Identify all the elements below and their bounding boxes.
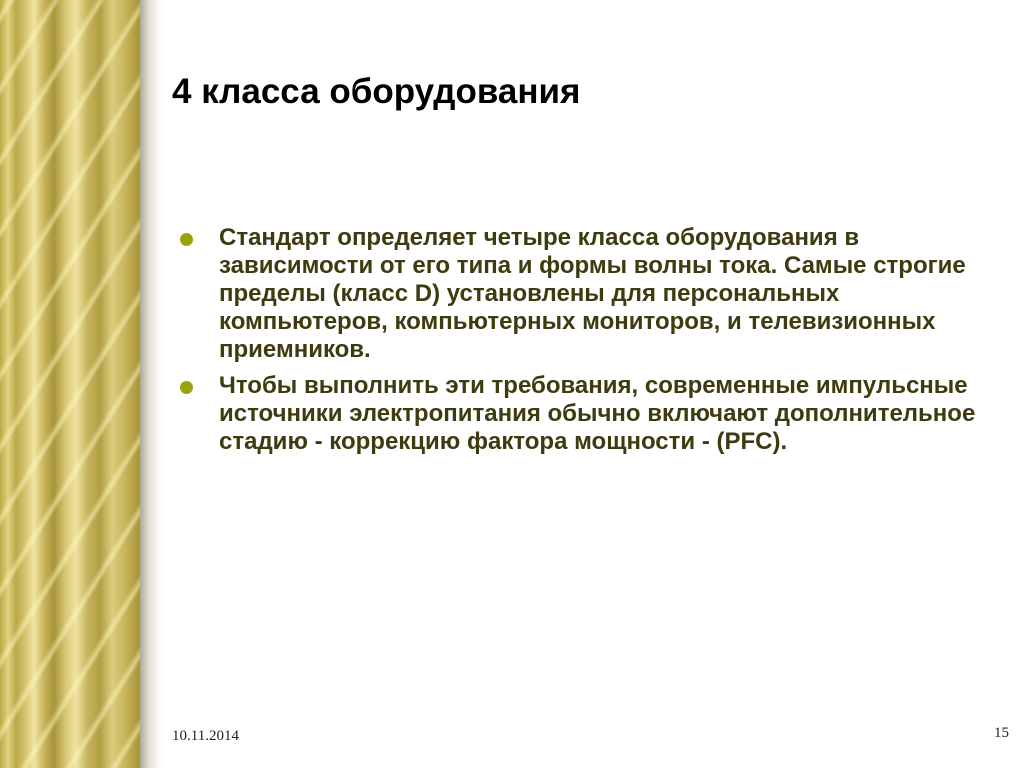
bullet-dot-icon xyxy=(180,233,193,246)
footer-date: 10.11.2014 xyxy=(172,728,239,744)
bullet-dot-icon xyxy=(180,381,193,394)
bullet-list xyxy=(178,224,998,464)
bullet-text: Стандарт определяет четыре класса оборудования в зависимости от его типа и формы волны тока. Самые строгие пределы (класс D) установлены для персональных компьютеров, компьютерных мониторов, и телевизионных приемников. xyxy=(219,224,966,363)
page-number: 15 xyxy=(994,725,1009,741)
bullet-item xyxy=(178,372,998,456)
bullet-text: Чтобы выполнить эти требования, современные импульсные источники электропитания обычно включают дополнительное стадию - коррекцию фактора мощности - (PFC). xyxy=(219,372,976,455)
bar-shadow xyxy=(140,0,164,768)
slide-title: 4 класса оборудования xyxy=(172,72,581,111)
gold-decorative-bar xyxy=(0,0,140,768)
bullet-item xyxy=(178,224,998,364)
